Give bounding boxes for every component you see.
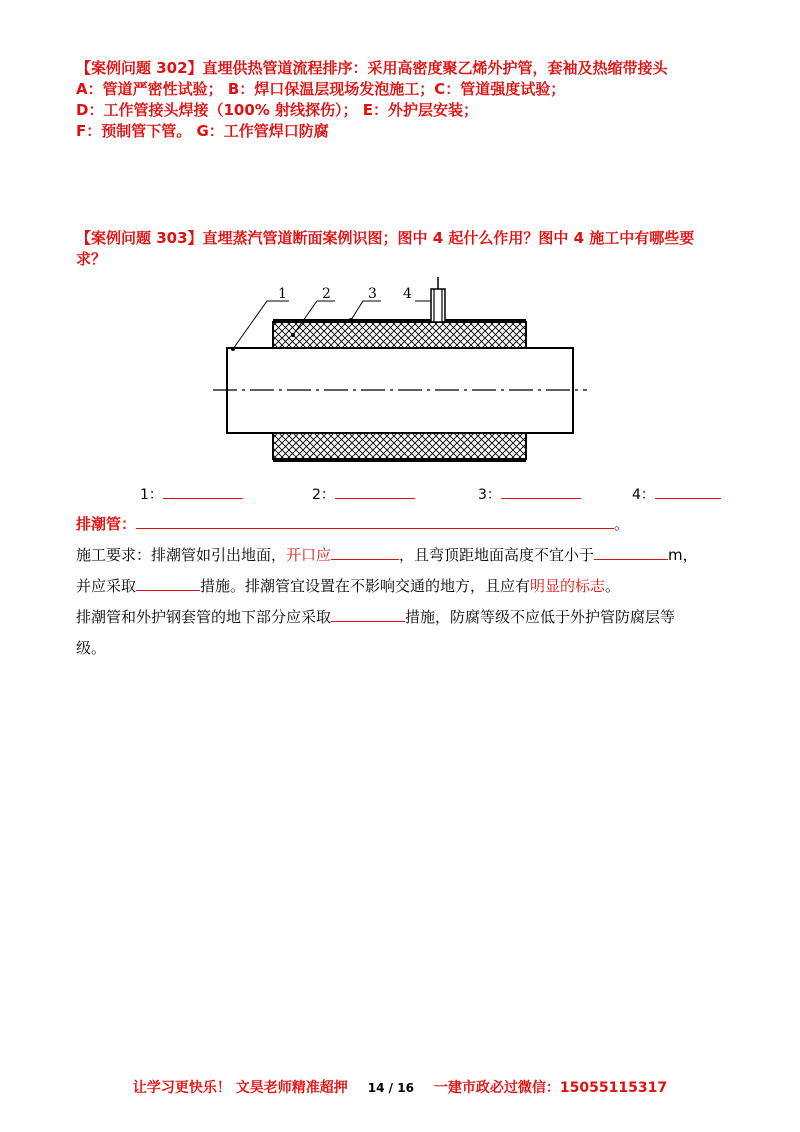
requirements-line-3: 排潮管和外护钢套管的地下部分应采取 措施，防腐等级不应低于外护管防腐层等 [76, 608, 676, 626]
question-303-title: 【案例问题 303】直埋蒸汽管道断面案例识图；图中 4 起什么作用？图中 4 施工中有哪些要 [76, 229, 695, 247]
question-302-option-line: A：管道严密性试验； B：焊口保温层现场发泡施工；C：管道强度试验； [76, 80, 566, 98]
question-303 [76, 228, 736, 270]
callout-4: 4 [403, 286, 412, 302]
answer-label-4: 4： [632, 484, 721, 504]
drain-pipe-line: 排潮管： 。 [76, 515, 630, 533]
callout-3: 3 [368, 286, 377, 302]
question-302 [76, 58, 736, 142]
footer-slogan: 让学习更快乐！ 文昊老师精准超押 [132, 1080, 348, 1096]
drain-pipe-label: 排潮管： [76, 515, 137, 533]
footer-contact: 一建市政必过微信：15055115317 [433, 1080, 668, 1096]
requirements-line-1: 施工要求：排潮管如引出地面，开口应 ，且弯顶距地面高度不宜小于 m， [76, 546, 698, 564]
answer-label-1: 1： [140, 484, 243, 504]
insulation-layer-top [273, 322, 526, 348]
answer-label-3: 3： [478, 484, 581, 504]
drain-pipe [431, 277, 445, 322]
insulation-layer-bottom [273, 433, 526, 459]
requirements-line-2: 并应采取 措施。排潮管宜设置在不影响交通的地方，且应有明显的标志。 [76, 577, 621, 595]
question-303-title-cont: 求？ [76, 250, 107, 268]
construction-requirements [76, 540, 736, 664]
page-footer [0, 1077, 800, 1097]
callout-2: 2 [322, 286, 331, 302]
question-302-option-line: F：预制管下管。 G：工作管焊口防腐 [76, 122, 329, 140]
callout-1: 1 [278, 286, 287, 302]
pipe-section-diagram [205, 275, 595, 470]
requirements-line-4: 级。 [76, 639, 107, 657]
question-302-option-line: D：工作管接头焊接（100% 射线探伤）； E：外护层安装； [76, 101, 478, 119]
question-302-title: 【案例问题 302】直埋供热管道流程排序：采用高密度聚乙烯外护管，套袖及热缩带接头 [76, 59, 668, 77]
answer-label-2: 2： [312, 484, 415, 504]
page-number: 14 / 16 [367, 1081, 414, 1095]
